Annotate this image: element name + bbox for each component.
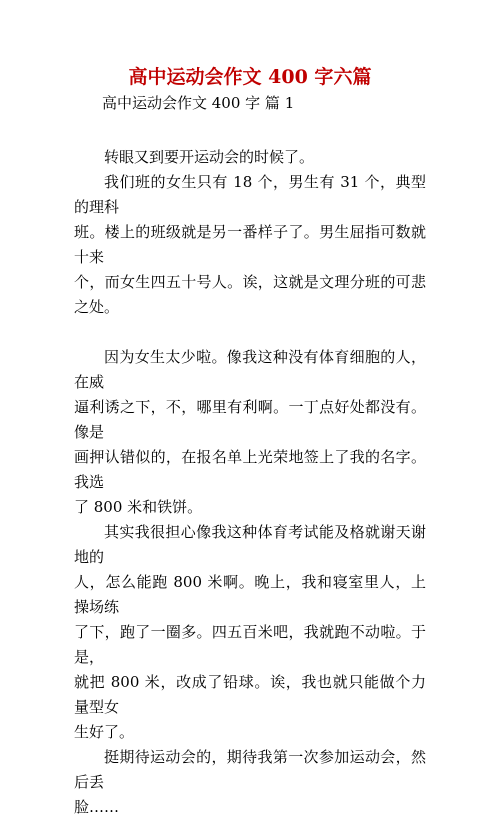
- paragraph-1: 转眼又到要开运动会的时候了。: [104, 148, 315, 166]
- article-subtitle: 高中运动会作文 400 字 篇 1: [102, 94, 295, 112]
- paragraph-2: 我们班的女生只有 18 个，男生有 31 个，典型的理科 班。楼上的班级就是另一番样子了。男生屈指可数就十来 个，而女生四五十号人。诶，这就是文理分班的可悲之处。: [74, 173, 426, 316]
- article-body: [74, 145, 426, 820]
- paragraph-4: 其实我很担心像我这种体育考试能及格就谢天谢地的 人，怎么能跑 800 米啊。晚上，我和寝室里人，上操场练 了下，跑了一圈多。四五百米吧，我就跑不动啦。于是， 就把 800 米，改成了铅球。诶，我也就只能做个力量型女 生好了。: [74, 523, 426, 741]
- paragraph-3: 因为女生太少啦。像我这种没有体育细胞的人，在威 逼利诱之下，不，哪里有利啊。一丁点好处都没有。像是 画押认错似的，在报名单上光荣地签上了我的名字。我选 了 800 米和铁饼。: [74, 348, 426, 516]
- paragraph-5: 挺期待运动会的，期待我第一次参加运动会，然后丢 脸……: [74, 748, 426, 816]
- document-title: 高中运动会作文 400 字六篇: [128, 66, 372, 88]
